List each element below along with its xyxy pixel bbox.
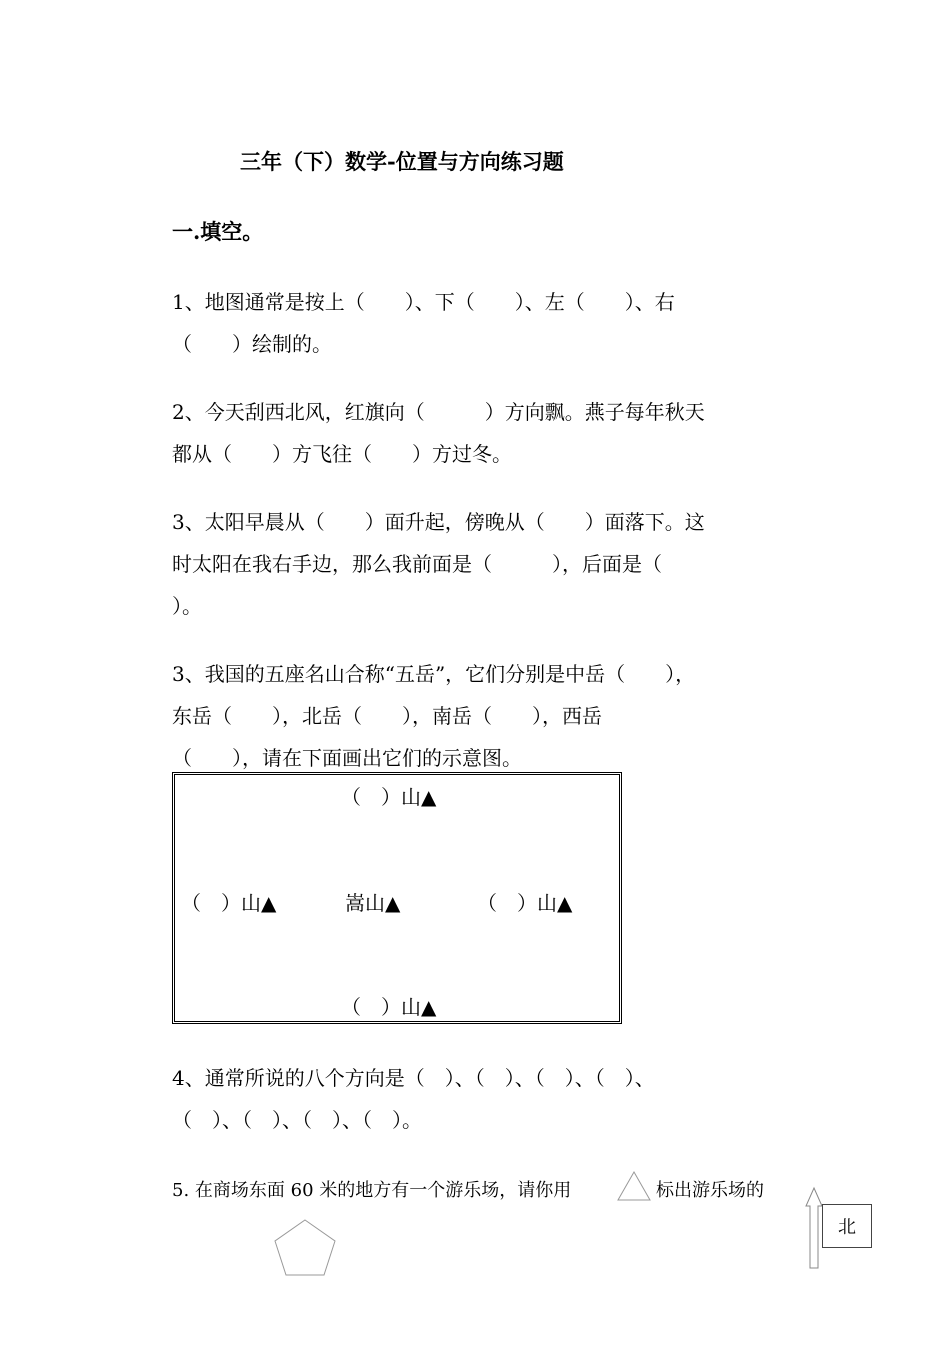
mountain-south-label: （ ）山▲	[341, 995, 437, 1019]
mountain-west-label: （ ）山▲	[181, 891, 277, 915]
pentagon-mall-icon	[272, 1218, 338, 1278]
question-5-text-part-2: 标出游乐场的	[656, 1180, 764, 1201]
question-2-line-1: 2、今天刮西北风，红旗向（ ）方向飘。燕子每年秋天	[172, 400, 705, 424]
question-3-line-1: 3、太阳早晨从（ ）面升起，傍晚从（ ）面落下。这	[172, 510, 705, 534]
section-heading-fill-blank: 一.填空。	[172, 219, 264, 244]
question-5-text-part-1: 5. 在商场东面 60 米的地方有一个游乐场，请你用	[172, 1180, 572, 1201]
question-2-line-2: 都从（ ）方飞往（ ）方过冬。	[172, 442, 512, 466]
page-title: 三年（下）数学-位置与方向练习题	[240, 149, 564, 174]
question-3b-line-2: 东岳（ ），北岳（ ），南岳（ ），西岳	[172, 704, 602, 728]
question-1-line-1: 1、地图通常是按上（ ）、下（ ）、左（ ）、右	[172, 290, 675, 314]
question-3b-line-1: 3、我国的五座名山合称“五岳”，它们分别是中岳（ ），	[172, 662, 696, 686]
triangle-icon	[616, 1170, 652, 1202]
mountain-east-label: （ ）山▲	[477, 891, 573, 915]
question-1-line-2: （ ）绘制的。	[172, 332, 332, 356]
question-4-line-2: （ ）、（ ）、（ ）、（ ）。	[172, 1108, 422, 1132]
mountain-center-label: 嵩山▲	[345, 891, 401, 915]
five-mountains-diagram	[172, 772, 622, 1024]
question-3-line-3: ）。	[172, 594, 202, 618]
question-3-line-2: 时太阳在我右手边，那么我前面是（ ），后面是（	[172, 552, 662, 576]
question-3b-line-3: （ ），请在下面画出它们的示意图。	[172, 746, 522, 770]
question-4-line-1: 4、通常所说的八个方向是（ ）、（ ）、（ ）、（ ）、	[172, 1066, 655, 1090]
north-label-box: 北	[822, 1204, 872, 1248]
mountain-north-label: （ ）山▲	[341, 785, 437, 809]
